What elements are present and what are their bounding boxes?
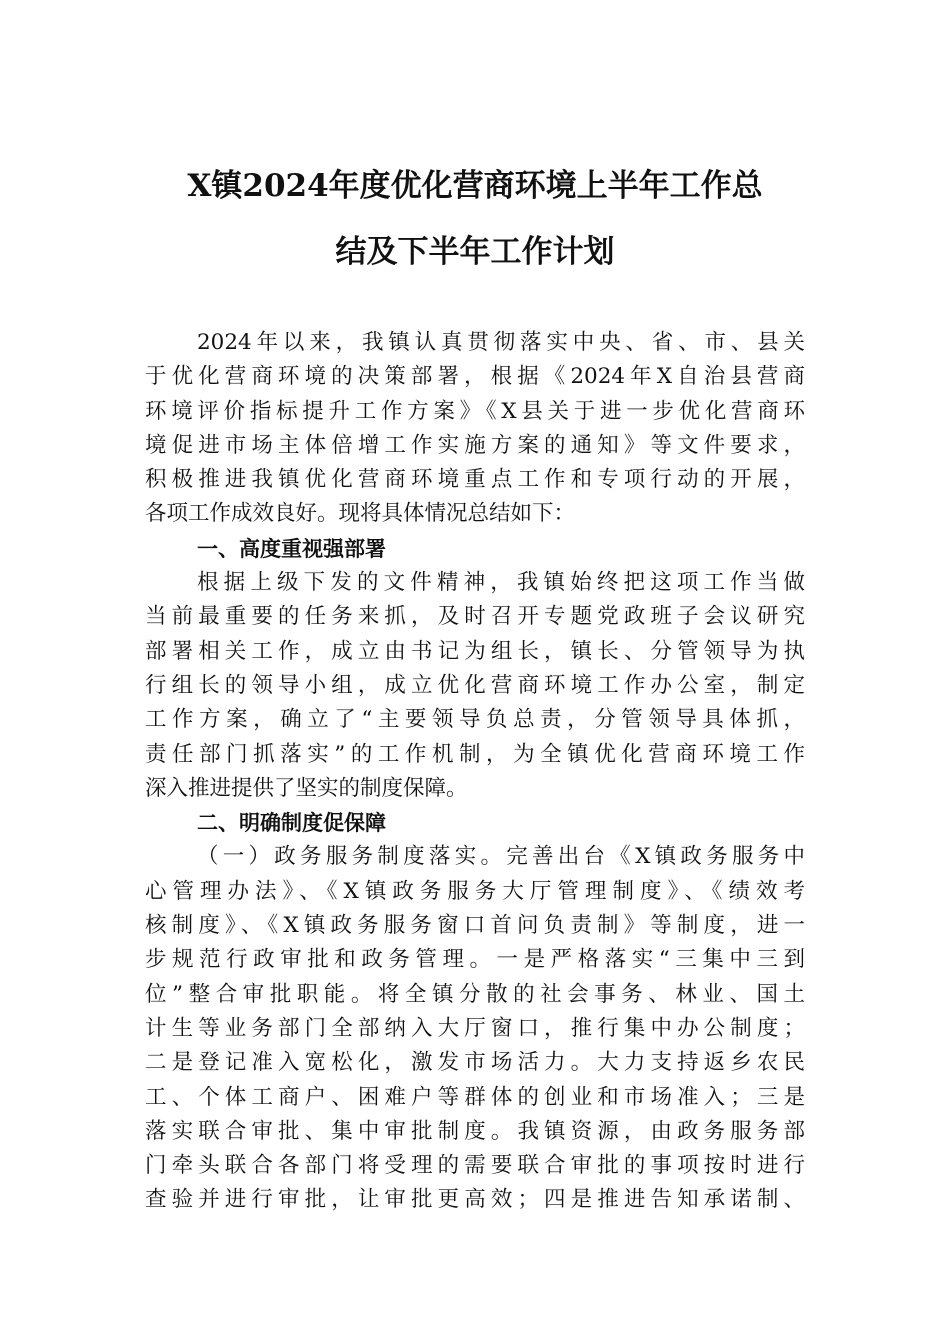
- body-text-line: 步规范行政审批和政务管理。一是严格落实“三集中三到: [145, 947, 805, 973]
- body-text-line: 心管理办法》、《X镇政务服务大厅管理制度》、《绩效考: [145, 878, 805, 904]
- section-heading: 一、高度重视强部署: [197, 536, 386, 561]
- body-text-line: 落实联合审批、集中审批制度。我镇资源，由政务服务部: [145, 1118, 805, 1144]
- paragraph-first-line: 2024年以来，我镇认真贯彻落实中央、省、市、县关: [197, 330, 805, 355]
- document-title-line-1: X镇2024年度优化营商环境上半年工作总: [187, 168, 763, 204]
- body-text-line: 环境评价指标提升工作方案》《X县关于进一步优化营商环: [145, 398, 805, 424]
- body-text-line: 境促进市场主体倍增工作实施方案的通知》等文件要求，: [145, 432, 805, 458]
- body-text-line: 于优化营商环境的决策部署，根据《2024年X自治县营商: [145, 364, 805, 390]
- body-text-line: 计生等业务部门全部纳入大厅窗口，推行集中办公制度；: [145, 1015, 805, 1041]
- body-text-line: 门牵头联合各部门将受理的需要联合审批的事项按时进行: [145, 1153, 805, 1179]
- body-text-line: 工作方案，确立了“主要领导负总责，分管领导具体抓，: [145, 707, 805, 733]
- paragraph-first-line: （一）政务服务制度落实。完善出台《X镇政务服务中: [197, 844, 805, 870]
- body-text-line: 核制度》、《X镇政务服务窗口首问负责制》等制度，进一: [145, 913, 805, 939]
- body-text-line: 工、个体工商户、困难户等群体的创业和市场准入；三是: [145, 1084, 805, 1110]
- document-title-line-2: 结及下半年工作计划: [335, 234, 615, 270]
- body-text-line: 位”整合审批职能。将全镇分散的社会事务、林业、国土: [145, 981, 805, 1007]
- body-text-line: 积极推进我镇优化营商环境重点工作和专项行动的开展，: [145, 467, 805, 493]
- body-text-line: 责任部门抓落实”的工作机制，为全镇优化营商环境工作: [145, 741, 805, 767]
- paragraph-last-line: 深入推进提供了坚实的制度保障。: [145, 775, 468, 801]
- body-text-line: 二是登记准入宽松化，激发市场活力。大力支持返乡农民: [145, 1050, 805, 1076]
- body-text-line: 查验并进行审批，让审批更高效；四是推进告知承诺制、: [145, 1187, 805, 1213]
- body-text-line: 当前最重要的任务来抓，及时召开专题党政班子会议研究: [145, 604, 805, 630]
- body-text-line: 部署相关工作，成立由书记为组长，镇长、分管领导为执: [145, 638, 805, 664]
- paragraph-last-line: 各项工作成效良好。现将具体情况总结如下：: [145, 501, 576, 527]
- section-heading: 二、明确制度促保障: [197, 811, 386, 836]
- body-text-line: 行组长的领导小组，成立优化营商环境工作办公室，制定: [145, 672, 805, 698]
- paragraph-first-line: 根据上级下发的文件精神，我镇始终把这项工作当做: [197, 570, 805, 596]
- document-body: [145, 326, 805, 1218]
